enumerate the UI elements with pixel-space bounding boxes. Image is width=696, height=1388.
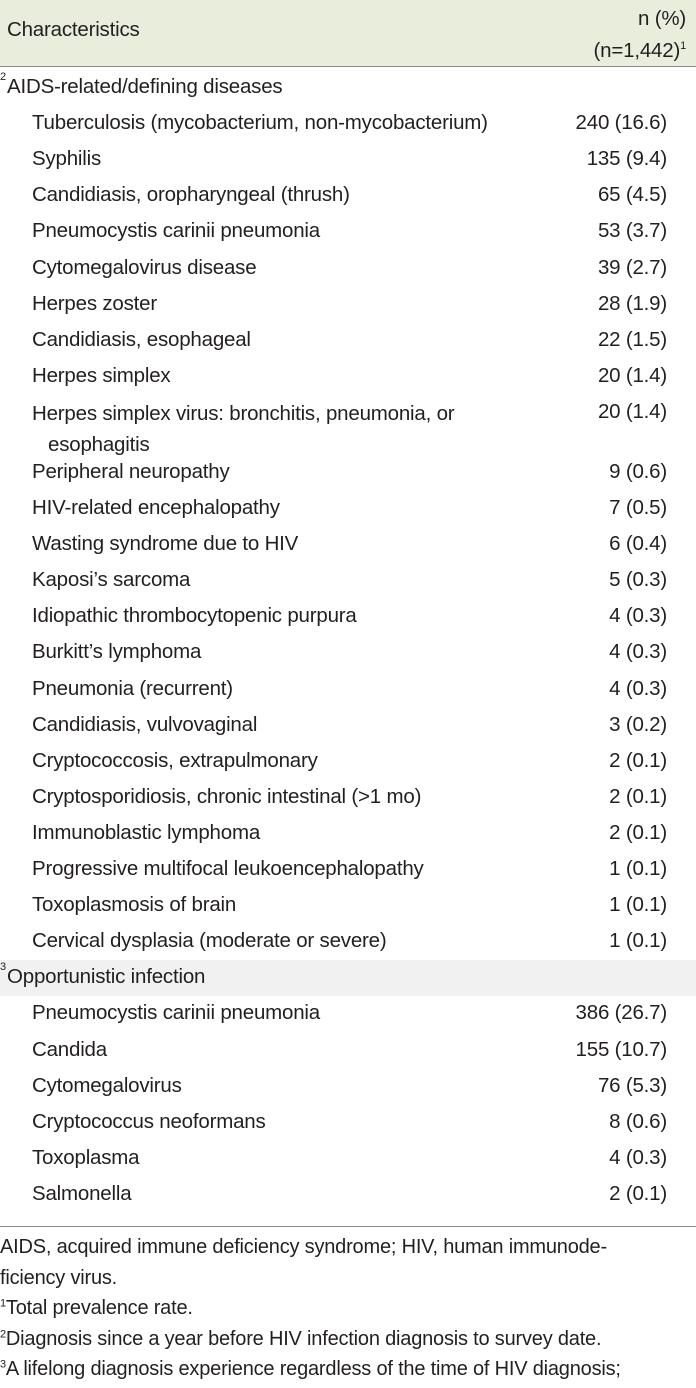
- section-title: AIDS-related/defining diseases: [7, 75, 283, 98]
- table-row: [0, 635, 696, 671]
- row-value: 39 (2.7): [597, 255, 667, 279]
- footnote-mark: 2: [0, 71, 6, 84]
- row-value: 65 (4.5): [597, 183, 667, 207]
- table-row: [0, 323, 696, 359]
- row-value: 1 (0.1): [609, 893, 667, 917]
- footnote-2: $^2$Diagnosis since a year before HIV infection diagnosis to survey date.: [0, 1327, 602, 1350]
- table-row: [0, 888, 696, 924]
- row-value: 155 (10.7): [575, 1037, 667, 1061]
- section-title: Opportunistic infection: [7, 965, 206, 989]
- row-label: Pneumonia (recurrent): [32, 676, 233, 700]
- row-value: 2 (0.1): [609, 1181, 667, 1205]
- row-value: 135 (9.4): [586, 147, 667, 171]
- table-row: [0, 527, 696, 563]
- table-bottom-rule: [0, 1226, 696, 1227]
- row-label: HIV-related encephalopathy: [32, 496, 280, 519]
- row-value: 9 (0.6): [609, 459, 667, 483]
- footnote-mark: 1: [680, 40, 686, 53]
- table-row: [0, 178, 696, 214]
- row-value: 4 (0.3): [609, 676, 667, 700]
- table-row: [0, 142, 696, 178]
- row-label: Cytomegalovirus disease: [32, 255, 257, 279]
- row-label: Tuberculosis (mycobacterium, non-mycobacterium): [32, 111, 488, 135]
- table-row: [0, 491, 696, 527]
- table-row: [0, 1177, 696, 1213]
- table-row: [0, 672, 696, 708]
- table-row: [0, 1033, 696, 1069]
- footnote-mark: 3: [0, 961, 6, 974]
- table-row: [0, 287, 696, 323]
- table-row: [0, 708, 696, 744]
- row-label: Cervical dysplasia (moderate or severe): [32, 929, 387, 953]
- row-value: 7 (0.5): [609, 496, 667, 519]
- row-value: 20 (1.4): [597, 399, 667, 423]
- column-header-characteristics: Characteristics: [7, 18, 140, 41]
- row-label: Toxoplasma: [32, 1145, 140, 1169]
- table-row: [0, 599, 696, 635]
- row-label: Candidiasis, oropharyngeal (thrush): [32, 183, 350, 207]
- row-label: Herpes zoster: [32, 291, 158, 315]
- row-value: 4 (0.3): [609, 604, 667, 628]
- table-row: [0, 852, 696, 888]
- row-value: 1 (0.1): [609, 929, 667, 953]
- row-label: Salmonella: [32, 1181, 132, 1205]
- row-label: Syphilis: [32, 147, 102, 171]
- n-percent-label: n (%): [638, 7, 686, 30]
- row-value: 6 (0.4): [609, 532, 667, 556]
- table-row: [0, 214, 696, 250]
- section-header: [0, 960, 696, 996]
- table-footnotes: [0, 1232, 696, 1385]
- footnote-1: $^1$Total prevalence rate.: [0, 1297, 193, 1319]
- row-label: Cryptosporidiosis, chronic intestinal (>1 mo): [32, 784, 422, 808]
- row-value: 386 (26.7): [575, 1001, 667, 1025]
- table-row: [0, 359, 696, 395]
- table-row: [0, 1069, 696, 1105]
- row-value: 8 (0.6): [609, 1109, 667, 1133]
- table-row: [0, 744, 696, 780]
- table-row: [0, 996, 696, 1032]
- row-value: 22 (1.5): [597, 327, 667, 351]
- row-value: 53 (3.7): [597, 219, 667, 243]
- row-value: 76 (5.3): [597, 1073, 667, 1097]
- row-label: Cryptococcosis, extrapulmonary: [32, 748, 318, 772]
- table-row: [0, 1105, 696, 1141]
- row-label: Idiopathic thrombocytopenic purpura: [32, 604, 357, 628]
- row-value: 20 (1.4): [597, 363, 667, 387]
- section-header: [0, 70, 696, 106]
- table-row: [0, 1141, 696, 1177]
- footnote-abbreviations: AIDS, acquired immune deficiency syndrome; HIV, human immunode- ficiency virus.: [0, 1236, 607, 1289]
- row-value: 240 (16.6): [575, 111, 667, 135]
- row-value: 4 (0.3): [609, 1145, 667, 1169]
- row-value: 2 (0.1): [609, 820, 667, 844]
- table-row: [0, 106, 696, 142]
- row-label: Pneumocystis carinii pneumonia: [32, 1001, 320, 1025]
- row-value: 5 (0.3): [609, 568, 667, 592]
- row-label: Burkitt’s lymphoma: [32, 640, 202, 664]
- row-label: Toxoplasmosis of brain: [32, 893, 237, 917]
- row-label: Peripheral neuropathy: [32, 459, 230, 483]
- table-row: [0, 816, 696, 852]
- row-label: Candidiasis, vulvovaginal: [32, 712, 258, 736]
- row-value: 3 (0.2): [609, 712, 667, 736]
- row-label: Kaposi’s sarcoma: [32, 568, 191, 592]
- table-row: [0, 455, 696, 491]
- n-total-label: (n=1,442): [593, 39, 681, 62]
- table-row: [0, 395, 696, 456]
- row-label: Candida: [32, 1037, 107, 1061]
- row-label: Wasting syndrome due to HIV: [32, 532, 299, 556]
- row-value: 2 (0.1): [609, 748, 667, 772]
- row-label: Cytomegalovirus: [32, 1073, 182, 1097]
- row-label: Herpes simplex virus: bronchitis, pneumonia, or esophagitis: [32, 401, 455, 456]
- table-row: [0, 780, 696, 816]
- row-label: Candidiasis, esophageal: [32, 327, 251, 351]
- table-row: [0, 251, 696, 287]
- row-value: 28 (1.9): [597, 291, 667, 315]
- table-row: [0, 924, 696, 960]
- row-value: 1 (0.1): [609, 857, 667, 880]
- table-header: [0, 0, 696, 67]
- row-value: 4 (0.3): [609, 640, 667, 664]
- column-header-n-percent: [594, 3, 686, 67]
- table-row: [0, 563, 696, 599]
- row-label: Cryptococcus neoformans: [32, 1109, 266, 1133]
- row-label: Pneumocystis carinii pneumonia: [32, 219, 320, 243]
- row-value: 2 (0.1): [609, 784, 667, 808]
- row-label: Immunoblastic lymphoma: [32, 820, 261, 844]
- footnote-3: $^3$A lifelong diagnosis experience regardless of the time of HIV diagnosis;: [0, 1358, 621, 1380]
- row-label: Progressive multifocal leukoencephalopathy: [32, 857, 424, 880]
- row-label: Herpes simplex: [32, 363, 171, 387]
